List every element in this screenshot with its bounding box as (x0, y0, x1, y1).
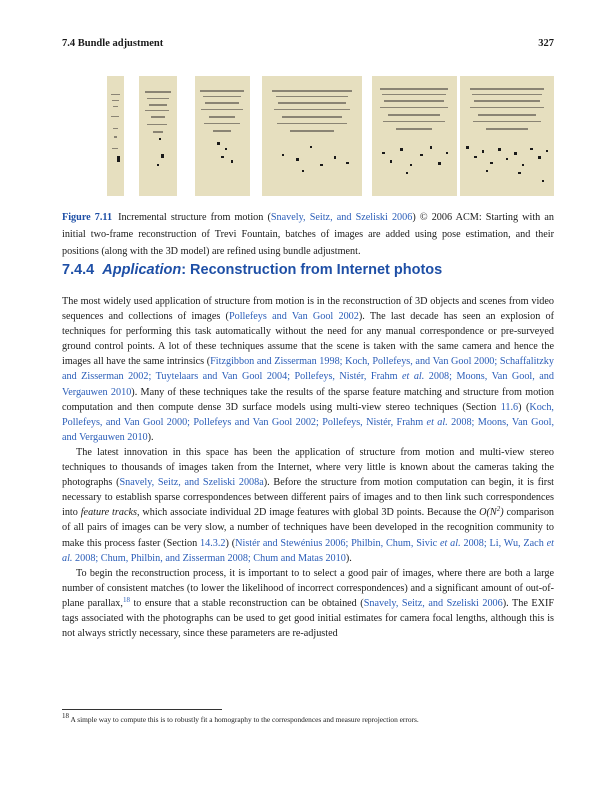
text-run: ) ( (225, 537, 236, 549)
citation-text: Koch, Pollefeys, and Van Gool 2000; Pollefeys and Van Gool 2002; Pollefeys, Nistér, Frahm (62, 401, 554, 428)
caption-text: Incremental structure from motion ( (118, 212, 271, 223)
figure-caption (62, 209, 554, 260)
figure-label: Figure 7.11 (62, 212, 113, 223)
running-header (62, 38, 554, 49)
footnote-text: A simple way to compute this is to robustly fit a homography to the correspondences and measure reprojection errors. (69, 715, 419, 724)
text-run: The most widely used application of structure from motion is in the reconstruction of 3D objects and scenes from video sequences and collections of images ( (62, 296, 554, 323)
section-heading (62, 262, 554, 278)
point-cloud-1 (107, 76, 124, 196)
body-text (62, 294, 554, 641)
citation-link[interactable]: Pollefeys and Van Gool 2002 (228, 311, 359, 323)
citation-text: 2008; Moons, Van Gool, and Vergauwen 2010 (62, 371, 554, 398)
math-text: ) (500, 507, 504, 519)
point-cloud-2 (139, 76, 177, 196)
section-number: 7.4.4 (62, 262, 95, 278)
figure-panel-5 (372, 76, 457, 196)
point-cloud-4 (262, 76, 362, 196)
footnote (62, 714, 554, 725)
point-cloud-5 (372, 76, 457, 196)
footnote-marker[interactable]: 18 (122, 595, 130, 604)
citation-text: Nistér and Stewénius 2006; Philbin, Chum, Sivic (235, 537, 440, 549)
text-run: ). (345, 552, 352, 564)
citation-link[interactable]: Snavely, Seitz, and Szeliski 2006 (270, 212, 413, 223)
emphasis-term: feature tracks (80, 507, 137, 519)
text-run: ). The EXIF tags associated with the photographs can be used to get good initial estimates for camera focal lengths, although this is not always strictly necessary, since these parameters are re-adjusted (62, 597, 555, 640)
citation-etal: et al. (440, 537, 461, 549)
text-run: To begin the reconstruction process, it is important to to select a good pair of images, where there are both a large number of consistent matches (to lower the likelihood of incorrect correspondences) and a significant amount of out-of-plane parallax, (62, 567, 554, 609)
text-run: The latest innovation in this space has been the application of structure from motion and multi-view stereo techniques to thousands of images taken from the Internet, where very little is known about the cameras taking the photographs ( (62, 446, 554, 489)
paragraph-1 (62, 294, 554, 445)
section-title: : Reconstruction from Internet photos (181, 262, 443, 278)
footnote-number: 18 (62, 712, 69, 720)
text-run: ) ( (518, 401, 530, 413)
citation-text: 2008; Moons, Van Gool, and Vergauwen 2010 (62, 416, 555, 443)
citation-link[interactable]: Snavely, Seitz, and Szeliski 2008a (119, 477, 264, 489)
page-number: 327 (538, 38, 554, 49)
text-run: ). Before the structure from motion computation can begin, it is first necessary to establish sparse correspondences between different pairs of images and to then link such correspondences into (62, 477, 554, 519)
citation-etal: et al. (62, 537, 554, 564)
text-run: ). (147, 431, 154, 443)
citation-etal: et al. (402, 371, 425, 383)
section-link[interactable]: 14.3.2 (200, 537, 226, 549)
text-run: comparison of all pairs of images can be very slow, a number of techniques have been developed in the recognition community to make this process faster (Section (62, 507, 555, 549)
figure-panel-6 (460, 76, 554, 196)
citation-text: Fitzgibbon and Zisserman 1998; Koch, Pollefeys, and Van Gool 2000; Schaffalitzky and Zisserman 2002; Tuytelaars and Van Gool 2004; Pollefeys, Nistér, Frahm (62, 356, 554, 383)
text-run: ). The last decade has seen an explosion of techniques for performing this task automatically without the need for any manual correspondence or pre-surveyed ground control points. A lot of these techniques assume that the scene is taken with the same camera and hence the images all have the same intrinsics ( (62, 311, 554, 368)
paragraph-3 (62, 566, 554, 641)
math-exponent: 2 (496, 505, 501, 514)
point-cloud-3 (195, 76, 250, 196)
figure-panel-1 (107, 76, 124, 196)
math-expression (479, 507, 503, 518)
citation-etal: et al. (426, 416, 448, 428)
footnote-divider (62, 709, 222, 710)
figure-7-11-panels (62, 76, 554, 198)
caption-text: ) © 2006 ACM: Starting with an initial two-frame reconstruction of Trevi Fountain, batches of images are added using pose estimation, and their positions (along with the 3D model) are refined using bundle adjustment. (62, 212, 554, 257)
citation-link[interactable]: Snavely, Seitz, and Szeliski 2006 (363, 597, 503, 609)
paragraph-2 (62, 445, 554, 566)
figure-panel-4 (262, 76, 362, 196)
running-header-section: 7.4 Bundle adjustment (62, 38, 164, 49)
text-run: , which associate individual 2D image features with global 3D points. Because the (136, 507, 480, 519)
math-text: O(N (479, 507, 497, 519)
text-run: to ensure that a stable reconstruction can be obtained ( (129, 597, 364, 609)
section-title-italic: Application (102, 262, 182, 278)
section-link[interactable]: 11.6 (500, 401, 519, 413)
point-cloud-6 (460, 76, 554, 196)
figure-panel-2 (139, 76, 177, 196)
text-run: ). Many of these techniques take the results of the sparse feature matching and structure from motion computation and then compute dense 3D surface models using multi-view stereo techniques (Section (62, 386, 555, 413)
citation-text: 2008; Chum, Philbin, and Zisserman 2008; Chum and Matas 2010 (72, 552, 346, 564)
citation-text: 2008; Li, Wu, Zach (460, 537, 547, 549)
figure-panel-3 (195, 76, 250, 196)
